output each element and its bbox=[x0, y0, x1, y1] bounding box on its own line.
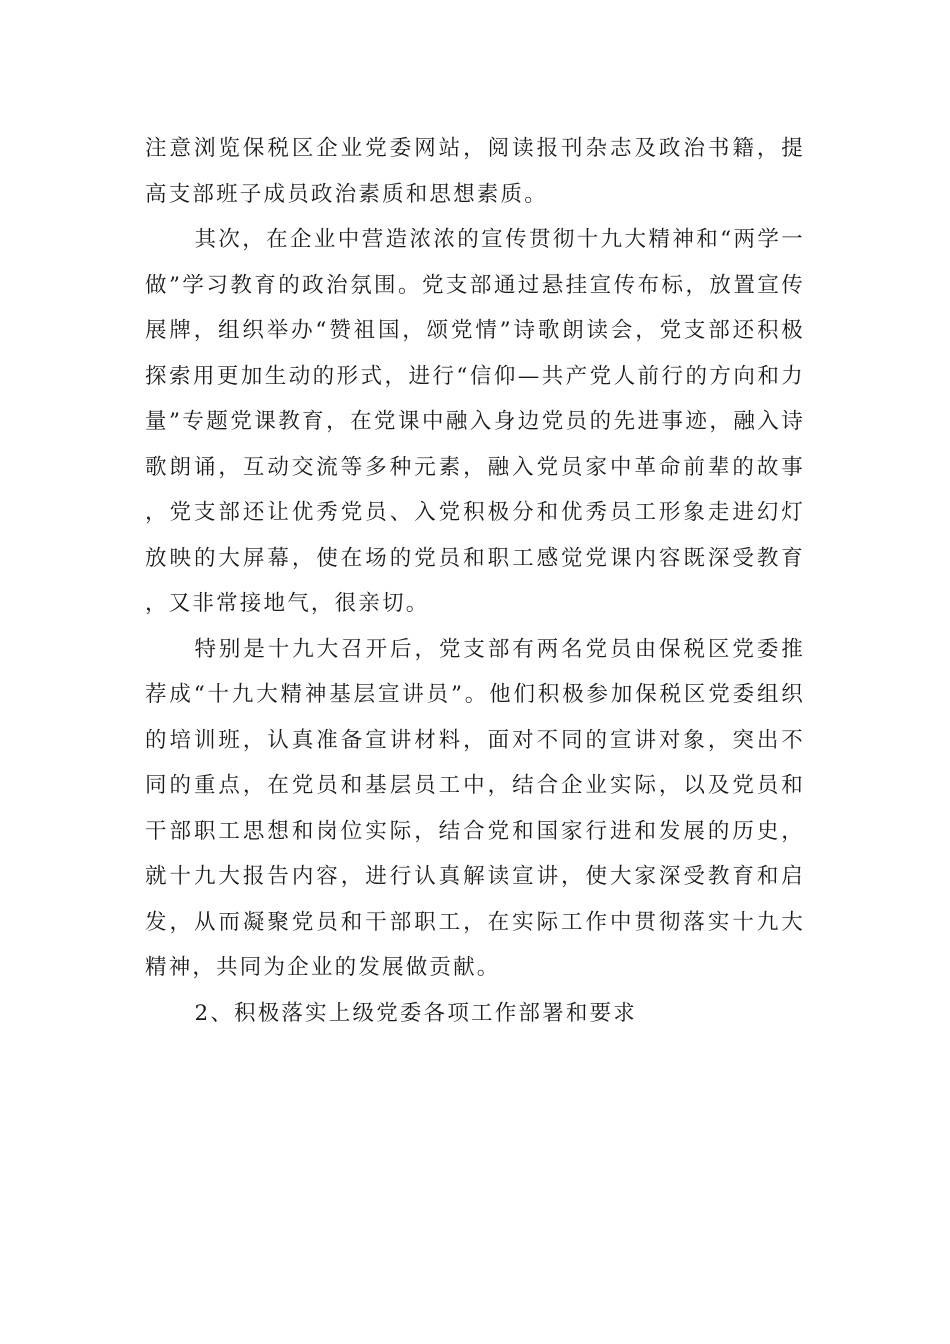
section-heading-2: 2、积极落实上级党委各项工作部署和要求 bbox=[194, 1000, 637, 1026]
paragraph-continuation: 注意浏览保税区企业党委网站，阅读报刊杂志及政治书籍，提高支部班子成员政治素质和思想素质。 bbox=[145, 136, 805, 207]
document-body bbox=[145, 126, 805, 1036]
paragraph-publicity-atmosphere: 其次，在企业中营造浓浓的宣传贯彻十九大精神和“两学一做”学习教育的政治氛围。党支部通过悬挂宣传布标，放置宣传展牌，组织举办“赞祖国，颂党情”诗歌朗读会，党支部还积极探索用更加生动的形式，进行“信仰—共产党人前行的方向和力量”专题党课教育，在党课中融入身边党员的先进事迹，融入诗歌朗诵，互动交流等多种元素，融入党员家中革命前辈的故事，党支部还让优秀党员、入党积极分和优秀员工形象走进幻灯放映的大屏幕，使在场的党员和职工感觉党课内容既深受教育，又非常接地气，很亲切。 bbox=[145, 227, 805, 616]
paragraph-lecturers: 特别是十九大召开后，党支部有两名党员由保税区党委推荐成“十九大精神基层宣讲员”。他们积极参加保税区党委组织的培训班，认真准备宣讲材料，面对不同的宣讲对象，突出不同的重点，在党员和基层员工中，结合企业实际，以及党员和干部职工思想和岗位实际，结合党和国家行进和发展的历史，就十九大报告内容，进行认真解读宣讲，使大家深受教育和启发，从而凝聚党员和干部职工，在实际工作中贯彻落实十九大精神，共同为企业的发展做贡献。 bbox=[145, 636, 805, 980]
